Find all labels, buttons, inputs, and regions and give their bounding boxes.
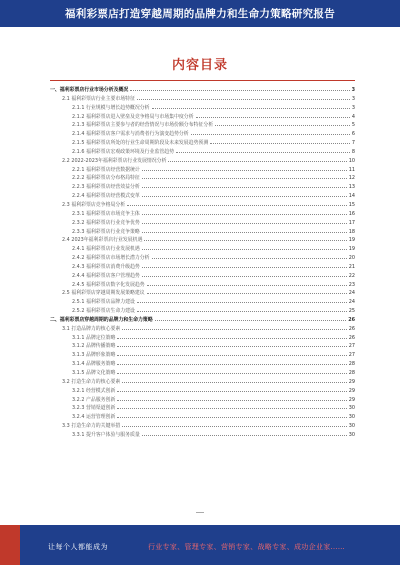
- toc-leader-dots: [215, 120, 350, 126]
- toc-entry[interactable]: [50, 244, 355, 253]
- toc-entry[interactable]: [50, 395, 355, 404]
- toc-entry-label: 2.4.4 福利彩票店客户管理趋势: [72, 272, 140, 279]
- toc-entry-page: 30: [348, 423, 355, 430]
- toc-leader-dots: [142, 262, 347, 268]
- toc-entry-page: 17: [348, 219, 355, 226]
- toc-leader-dots: [117, 412, 346, 418]
- toc-entry[interactable]: [50, 235, 355, 244]
- toc-entry-page: 3: [351, 87, 355, 93]
- toc-leader-dots: [142, 209, 347, 215]
- toc-entry-label: 2.4.2 福利彩票店市场增长潜力分析: [72, 255, 150, 262]
- toc-entry[interactable]: [50, 341, 355, 350]
- toc-leader-dots: [191, 129, 350, 135]
- toc-entry[interactable]: [50, 165, 355, 174]
- toc-leader-dots: [168, 156, 346, 162]
- toc-leader-dots: [152, 103, 350, 109]
- toc-entry-label: 2.2.2 福利彩票店分布格局特征: [72, 175, 140, 182]
- toc-entry-page: 29: [348, 387, 355, 394]
- toc-entry-label: 2.2.3 福利彩票店经营效益分析: [72, 184, 140, 191]
- toc-leader-dots: [122, 421, 347, 427]
- toc-leader-dots: [117, 359, 346, 365]
- toc-entry-label: 二、福利彩票店穿越周期的品牌力和生命力策略: [50, 316, 153, 323]
- toc-leader-dots: [122, 324, 347, 330]
- toc-entry-page: 18: [348, 228, 355, 235]
- toc-entry-label: 3.2.1 经营模式创新: [72, 387, 116, 394]
- toc-entry-label: 2.1.2 福利彩票店进入壁垒及竞争格局与市场集中度分析: [72, 113, 194, 120]
- toc-leader-dots: [142, 182, 347, 188]
- toc-entry-page: 29: [348, 396, 355, 403]
- toc-leader-dots: [117, 333, 346, 339]
- toc-entry-label: 2.1.4 福利彩票店客户需求与消费者行为演变趋势分析: [72, 131, 189, 138]
- toc-entry-label: 2.3.2 福利彩票店行业竞争优势: [72, 219, 140, 226]
- toc-entry-page: 25: [348, 308, 355, 315]
- toc-entry-label: 2.4 2023年福利彩票店行业发展机遇: [62, 237, 143, 244]
- toc-leader-dots: [210, 138, 350, 144]
- toc-entry-label: 3.1.5 品牌文化策略: [72, 370, 116, 376]
- toc-leader-dots: [142, 227, 347, 233]
- toc-entry-label: 2.1.3 福利彩票店主要参与者的经营情况与市场份额分布特征分析: [72, 122, 214, 129]
- toc-entry[interactable]: [50, 297, 355, 306]
- toc-entry-page: 27: [348, 352, 355, 359]
- toc-entry[interactable]: [50, 324, 355, 333]
- toc-entry-page: 7: [351, 140, 355, 147]
- toc-leader-dots: [117, 350, 346, 356]
- toc-entry-page: 30: [348, 431, 355, 438]
- toc-leader-dots: [144, 235, 346, 241]
- toc-entry[interactable]: [50, 262, 355, 271]
- toc-entry-page: 10: [348, 157, 355, 164]
- toc-entry-label: 2.1.1 行业规模与增长趋势概况分析: [72, 104, 150, 111]
- toc-entry[interactable]: [50, 253, 355, 262]
- toc-leader-dots: [142, 430, 347, 436]
- toc-entry[interactable]: [50, 386, 355, 395]
- toc-entry[interactable]: [50, 288, 355, 297]
- toc-leader-dots: [117, 386, 346, 392]
- toc-entry-label: 3.1.3 品牌形象策略: [72, 352, 116, 359]
- toc-entry-page: 3: [351, 104, 355, 111]
- toc-entry-label: 2.1 福利彩票店行业主要市场特征: [62, 95, 135, 102]
- toc-leader-dots: [117, 368, 346, 374]
- toc-entry-page: 6: [351, 131, 355, 138]
- toc-entry-page: 24: [348, 290, 355, 297]
- toc-leader-dots: [117, 341, 346, 347]
- toc-entry[interactable]: [50, 412, 355, 421]
- toc-entry[interactable]: [50, 200, 355, 209]
- toc-entry-label: 2.3.1 福利彩票店市场竞争主体: [72, 210, 140, 217]
- toc-entry[interactable]: [50, 94, 355, 103]
- toc-entry-page: 13: [348, 184, 355, 191]
- toc-entry[interactable]: [50, 368, 355, 377]
- toc-entry-page: 28: [348, 361, 355, 368]
- toc-entry-label: 2.3 福利彩票店竞争格局分析: [62, 201, 126, 208]
- toc-entry-label: 2.2.4 福利彩票店经营模式变革: [72, 193, 140, 200]
- toc-entry[interactable]: [50, 156, 355, 165]
- footer-tags: 行业专家、管理专家、营销专家、战略专家、成功企业家……: [148, 543, 346, 551]
- toc-entry-label: 2.5.1 福利彩票店品牌力建设: [72, 299, 135, 306]
- toc-leader-dots: [196, 112, 350, 118]
- toc-entry[interactable]: [50, 271, 355, 280]
- toc-entry-label: 2.5 福利彩票店穿越周期发展策略建议: [62, 290, 145, 297]
- toc-entry-page: 20: [348, 255, 355, 262]
- toc-entry-label: 3.2 打造生命力的核心要素: [62, 378, 121, 385]
- toc-entry-label: 3.1.1 品牌定位策略: [72, 334, 116, 341]
- toc-leader-dots: [137, 297, 347, 303]
- report-title: 福利彩票店打造穿越周期的品牌力和生命力策略研究报告: [65, 8, 335, 20]
- toc-entry[interactable]: [50, 112, 355, 121]
- toc-leader-dots: [147, 280, 347, 286]
- footer-slogan: 让每个人都能成为: [48, 543, 108, 551]
- toc-entry[interactable]: [50, 218, 355, 227]
- toc-entry-page: 15: [348, 201, 355, 208]
- toc-entry-label: 3.3 打造生命力的关键举措: [62, 423, 121, 430]
- toc-entry-label: 2.2 2022-2023年福利彩票店行业发展情况分析: [62, 157, 167, 164]
- toc-entry[interactable]: [50, 359, 355, 368]
- toc-leader-dots: [155, 315, 346, 321]
- toc-entry-page: 26: [348, 334, 355, 341]
- toc-leader-dots: [176, 147, 350, 153]
- toc-entry-page: 4: [351, 113, 355, 120]
- toc-entry-label: 2.4.3 福利彩票店消费升级趋势: [72, 263, 140, 270]
- toc-entry-label: 3.1.2 品牌传播策略: [72, 343, 116, 350]
- toc-entry[interactable]: [50, 430, 355, 439]
- toc-entry-page: 16: [348, 210, 355, 217]
- toc-entry-page: 30: [348, 414, 355, 421]
- toc-leader-dots: [137, 306, 347, 312]
- toc-entry[interactable]: [50, 129, 355, 138]
- toc-leader-dots: [117, 403, 346, 409]
- toc-entry-page: 3: [351, 95, 355, 102]
- toc-entry[interactable]: [50, 280, 355, 289]
- toc-leader-dots: [122, 377, 347, 383]
- toc-entry[interactable]: [50, 209, 355, 218]
- toc-leader-dots: [147, 288, 347, 294]
- toc-leader-dots: [142, 244, 347, 250]
- toc-entry-label: 2.4.5 福利彩票店数字化发展趋势: [72, 281, 145, 288]
- toc-entry-label: 2.1.6 福利彩票店宏观政策环境及行业监管趋势: [72, 148, 175, 155]
- toc-entry-label: 3.1 打造品牌力的核心要素: [62, 325, 121, 332]
- toc-entry[interactable]: [50, 377, 355, 386]
- page-marker: [196, 512, 204, 513]
- footer-accent-bar: [0, 525, 20, 565]
- toc-entry-label: 3.3.1 提升客户体验与服务质量: [72, 431, 140, 438]
- toc-entry[interactable]: [50, 306, 355, 315]
- toc-entry-label: 3.2.3 营销渠道创新: [72, 405, 116, 412]
- toc-entry-page: 29: [348, 378, 355, 385]
- toc-entry-page: 5: [351, 122, 355, 129]
- toc-leader-dots: [137, 94, 350, 100]
- toc-entry-page: 21: [348, 263, 355, 270]
- toc-entry[interactable]: [50, 85, 355, 94]
- toc-entry-label: 2.1.5 福利彩票店所处的行业生命周期阶段及未来发展趋势预测: [72, 140, 209, 147]
- toc-leader-dots: [127, 200, 347, 206]
- toc-entry-label: 一、福利彩票店行业市场分析及概况: [50, 87, 129, 93]
- toc-entry-page: 19: [348, 246, 355, 253]
- table-of-contents: [50, 85, 355, 439]
- footer-banner: [0, 525, 400, 565]
- report-header: [0, 0, 400, 27]
- toc-leader-dots: [142, 165, 347, 171]
- toc-entry-page: 14: [348, 193, 355, 200]
- toc-entry-label: 2.3.3 福利彩票店行业竞争策略: [72, 228, 140, 235]
- toc-entry-label: 2.5.2 福利彩票店生命力建设: [72, 308, 135, 315]
- toc-entry-page: 8: [351, 148, 355, 155]
- toc-entry-page: 22: [348, 272, 355, 279]
- toc-leader-dots: [152, 253, 347, 259]
- toc-entry-label: 3.2.2 产品服务创新: [72, 396, 116, 403]
- toc-entry[interactable]: [50, 403, 355, 412]
- toc-entry[interactable]: [50, 227, 355, 236]
- toc-divider: [50, 80, 355, 81]
- toc-entry[interactable]: [50, 421, 355, 430]
- toc-entry-page: 27: [348, 343, 355, 350]
- toc-entry[interactable]: [50, 120, 355, 129]
- toc-entry-page: 28: [348, 370, 355, 376]
- toc-entry-page: 30: [348, 405, 355, 412]
- toc-entry-page: 24: [348, 299, 355, 306]
- toc-entry-label: 3.2.4 运营管理创新: [72, 414, 116, 421]
- toc-leader-dots: [142, 173, 347, 179]
- toc-entry[interactable]: [50, 350, 355, 359]
- toc-entry[interactable]: [50, 147, 355, 156]
- toc-leader-dots: [142, 271, 347, 277]
- toc-entry-page: 23: [348, 281, 355, 288]
- toc-title: 内容目录: [171, 58, 228, 73]
- toc-entry[interactable]: [50, 173, 355, 182]
- toc-entry[interactable]: [50, 182, 355, 191]
- toc-entry-label: 2.2.1 福利彩票店经营数据统计: [72, 166, 140, 173]
- toc-leader-dots: [142, 191, 347, 197]
- toc-leader-dots: [117, 395, 346, 401]
- toc-entry-label: 3.1.4 品牌服务策略: [72, 361, 116, 368]
- toc-entry[interactable]: [50, 333, 355, 342]
- toc-entry[interactable]: [50, 138, 355, 147]
- toc-entry-page: 19: [348, 237, 355, 244]
- toc-entry-page: 26: [348, 325, 355, 332]
- toc-entry-page: 12: [348, 175, 355, 182]
- toc-entry-label: 2.4.1 福利彩票店行业发展机遇: [72, 246, 140, 253]
- toc-entry[interactable]: [50, 315, 355, 324]
- toc-leader-dots: [130, 85, 349, 91]
- toc-entry[interactable]: [50, 191, 355, 200]
- toc-entry-page: 11: [348, 166, 355, 173]
- toc-entry-page: 26: [348, 316, 355, 323]
- toc-leader-dots: [142, 218, 347, 224]
- toc-entry[interactable]: [50, 103, 355, 112]
